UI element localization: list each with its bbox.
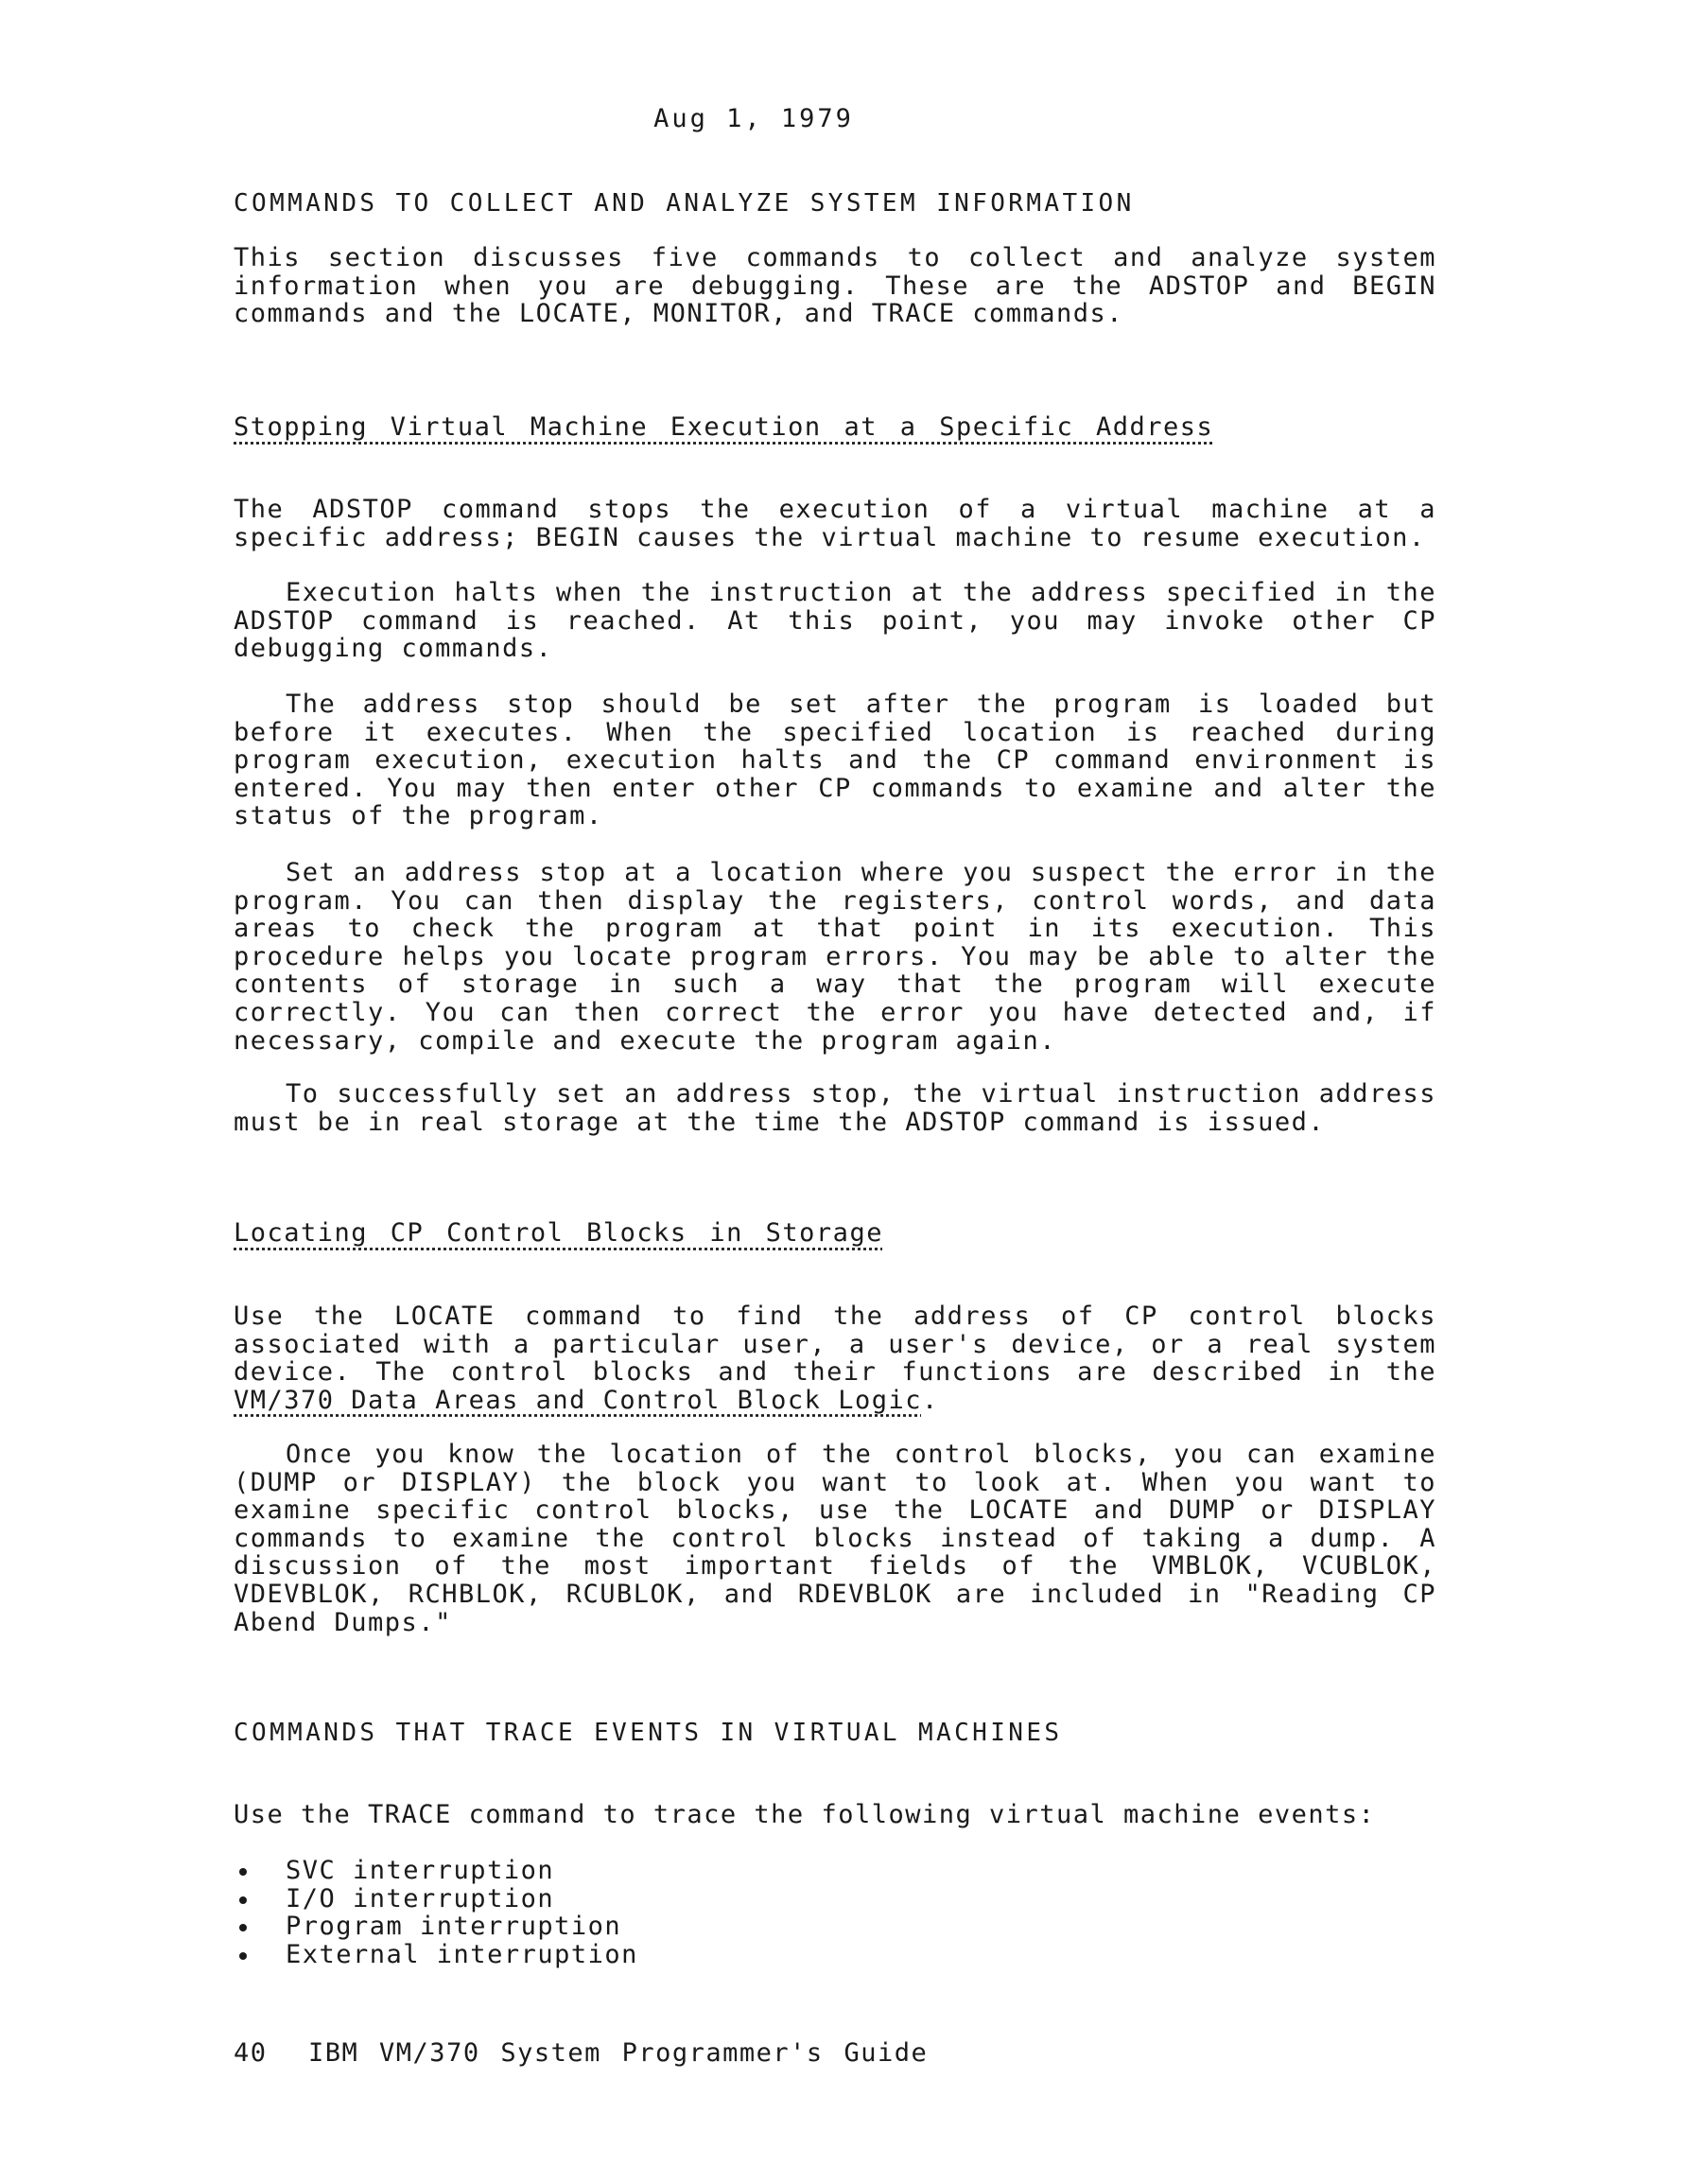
list-item: I/O interruption xyxy=(234,1885,638,1913)
list-item: SVC interruption xyxy=(234,1857,638,1885)
bullet-icon xyxy=(239,1896,247,1904)
locate-paragraph-2: Once you know the location of the control blocks, you can examine (DUMP or DISPLAY) the block you want to look at. When you want to examine specific control blocks, use the LOCATE and DUMP or DISPLAY commands to examine the control blocks instead of taking a dump. A discussion of the most important fields of the VMBLOK, VCUBLOK, VDEVBLOK, RCHBLOK, RCUBLOK, and RDEVBLOK are included in "Reading CP Abend Dumps." xyxy=(234,1440,1436,1637)
adstop-paragraph-3: The address stop should be set after the program is loaded but before it executes. When the specified location is reached during program execution, execution halts and the CP command environment is entered. You may then enter other CP commands to examine and alter the status of the program. xyxy=(234,690,1436,831)
page-footer: 40 IBM VM/370 System Programmer's Guide xyxy=(234,2038,929,2068)
adstop-paragraph-5: To successfully set an address stop, the virtual instruction address must be in real storage at the time the ADSTOP command is issued. xyxy=(234,1079,1436,1137)
subsection-title-locate: Locating CP Control Blocks in Storage xyxy=(234,1218,883,1248)
section-heading-collect-analyze: COMMANDS TO COLLECT AND ANALYZE SYSTEM INFORMATION xyxy=(234,189,1135,218)
bullet-icon xyxy=(239,1924,247,1931)
list-item: External interruption xyxy=(234,1941,638,1969)
bullet-icon xyxy=(239,1952,247,1960)
page-date: Aug 1, 1979 xyxy=(653,104,854,133)
list-item: Program interruption xyxy=(234,1913,638,1941)
locate-paragraph-1: Use the LOCATE command to find the address of CP control blocks associated with a particular user, a user's device, or a real system device. The control blocks and their functions are described in the VM/370 Data Areas and Control Block Logic. xyxy=(234,1302,1436,1415)
adstop-paragraph-1: The ADSTOP command stops the execution of a virtual machine at a specific address; BEGIN causes the virtual machine to resume execution. xyxy=(234,495,1436,552)
document-page xyxy=(234,0,1444,2184)
section-intro: This section discusses five commands to collect and analyze system information when you are debugging. These are the ADSTOP and BEGIN commands and the LOCATE, MONITOR, and TRACE commands. xyxy=(234,243,1436,329)
trace-event-list xyxy=(234,1857,638,1968)
adstop-paragraph-4: Set an address stop at a location where you suspect the error in the program. You can then display the registers, control words, and data areas to check the program at that point in its execution. This procedure helps you locate program errors. You may be able to alter the contents of storage in such a way that the program will execute correctly. You can then correct the error you have detected and, if necessary, compile and execute the program again. xyxy=(234,858,1436,1056)
subsection-title-adstop: Stopping Virtual Machine Execution at a Specific Address xyxy=(234,412,1214,442)
trace-intro: Use the TRACE command to trace the following virtual machine events: xyxy=(234,1800,1376,1829)
adstop-paragraph-2: Execution halts when the instruction at the address specified in the ADSTOP command is reached. At this point, you may invoke other CP debugging commands. xyxy=(234,578,1436,664)
book-title-reference: VM/370 Data Areas and Control Block Logic xyxy=(234,1385,922,1415)
bullet-icon xyxy=(239,1868,247,1876)
section-heading-trace-events: COMMANDS THAT TRACE EVENTS IN VIRTUAL MACHINES xyxy=(234,1719,1063,1747)
